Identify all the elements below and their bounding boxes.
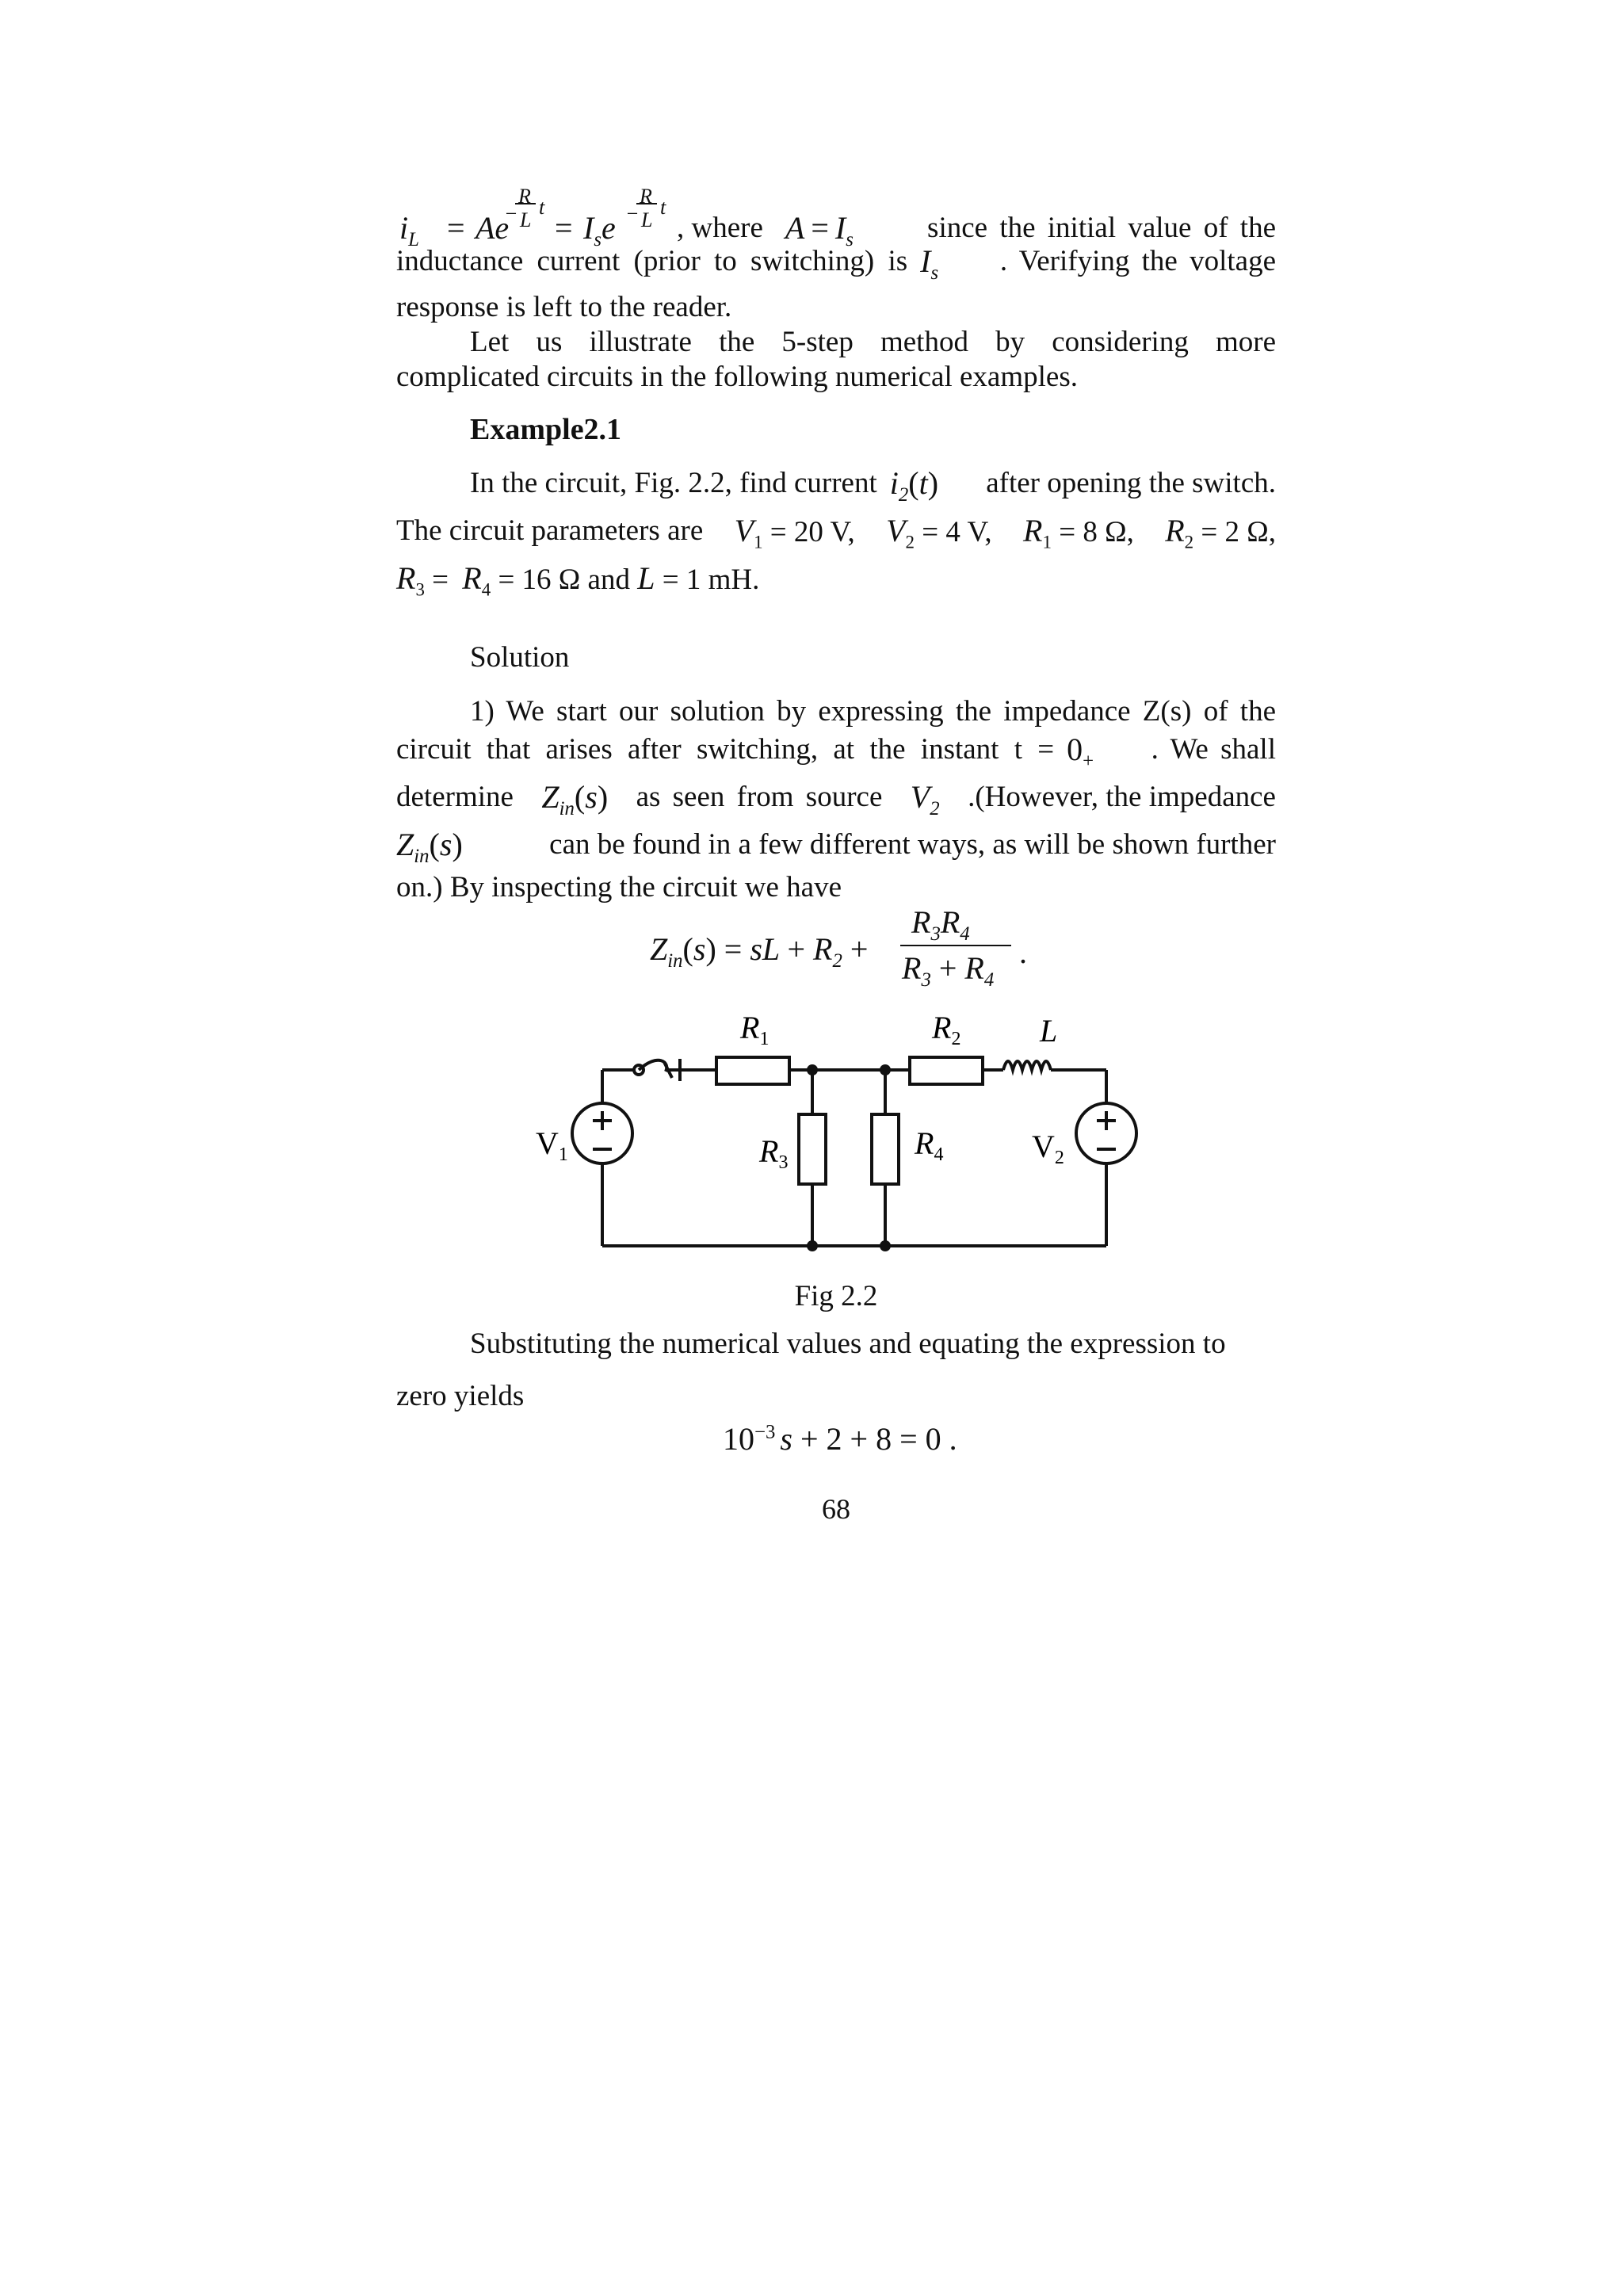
exponent-2-numerator: R: [640, 185, 652, 208]
junction-node: [807, 1240, 818, 1251]
paragraph-3-line-1: In the circuit, Fig. 2.2, find current $i_2(t)$ after opening the switch.: [470, 465, 1276, 506]
r1-value: = 8 Ω,: [1059, 516, 1134, 548]
exponent-1-numerator: R: [518, 185, 531, 208]
paragraph-3-text-a: In the circuit, Fig. 2.2, find current: [470, 467, 877, 499]
label-r2: $R_2$: [932, 1010, 961, 1049]
paragraph-4-line-3: determine $Z_{in}(s)$ as seen from source $V_2$ .(However, the impedance: [396, 779, 1276, 819]
paragraph-3-line-2: The circuit parameters are $V_1 = 20$ V, $V_2 = 4$ V, $R_1 = 8$ Ω, $R_2 = 2$ Ω,: [396, 513, 1276, 552]
paragraph-5-line-2: zero yields: [396, 1380, 525, 1412]
label-v1: $V_1$: [536, 1125, 568, 1165]
exponent-1-t: t: [539, 196, 545, 219]
since-text: since the initial value of the: [927, 212, 1276, 244]
label-l: L: [1040, 1013, 1058, 1049]
paragraph-4-text-a: circuit that arises after switching, at the instant t =: [396, 733, 1055, 766]
page-number: 68: [822, 1493, 850, 1525]
resistor-r1: [716, 1057, 789, 1084]
paragraph-1-text-b: . Verifying the voltage: [999, 245, 1276, 277]
v1-value: = 20 V,: [769, 516, 855, 548]
junction-node: [880, 1064, 891, 1075]
solution-label: Solution: [470, 641, 570, 674]
paragraph-2-line-1: Let us illustrate the 5-step method by considering more: [470, 326, 1276, 358]
paragraph-4-line-4: $Z_{in}(s)$ can be found in a few different ways, as will be shown further: [396, 827, 1276, 867]
paragraph-3-text-b: after opening the switch.: [986, 467, 1276, 499]
paragraph-3-line-3: $R_3 = R_4 = 16$ Ω and L = 1 mH.: [396, 560, 760, 600]
exponent-1-denominator: L: [520, 208, 532, 231]
parameters-intro: The circuit parameters are: [396, 514, 704, 547]
characteristic-equation: $10^{-3}$ s + 2 + 8 = 0 .: [723, 1421, 957, 1457]
paragraph-4-text-b: . We shall: [1151, 733, 1276, 766]
exponent-2-t: t: [660, 196, 666, 219]
paragraph-2-line-2: complicated circuits in the following numerical examples.: [396, 361, 1078, 393]
paragraph-4-line-5: on.) By inspecting the circuit we have: [396, 871, 842, 904]
resistor-r3: [799, 1114, 826, 1184]
paragraph-1-line-3: response is left to the reader.: [396, 291, 732, 323]
circuit-diagram: [0, 999, 1623, 1316]
label-v2: $V_2$: [1032, 1129, 1064, 1168]
paragraph-4-text-c: determine: [396, 781, 514, 813]
resistor-r4: [872, 1114, 899, 1184]
label-r3: $R_3$: [759, 1133, 789, 1173]
junction-node: [880, 1240, 891, 1251]
paragraph-5-line-1: Substituting the numerical values and equating the expression to: [470, 1328, 1226, 1360]
label-r4: $R_4$: [915, 1125, 944, 1165]
r4-value: = 16 Ω and: [498, 563, 630, 596]
paragraph-1-line-1: $i_L$ = Ae − R L t = $I_se$ − R L t , where A = $I_s$ since the initial value of the: [396, 174, 1276, 254]
label-r1: $R_1$: [740, 1010, 769, 1049]
inductor-l: [1003, 1061, 1051, 1070]
inductor-current-equation: $i_L$ = Ae − R L t = $I_se$ − R L t: [396, 190, 666, 246]
v2-value: = 4 V,: [922, 516, 992, 548]
impedance-equation: $Z_{in}(s)$ = sL + $R_2$ + $R_3R_4$ $R_3 + R_4$ .: [650, 904, 1027, 991]
paragraph-4-line-1: 1) We start our solution by expressing the impedance Z(s) of the: [470, 695, 1276, 728]
paragraph-1-text-a: inductance current (prior to switching) is: [396, 245, 908, 277]
paragraph-4-line-2: circuit that arises after switching, at the instant t = $0_+$ . We shall: [396, 732, 1276, 772]
paragraph-4-text-e: .(However, the impedance: [968, 781, 1276, 813]
paragraph-4-text-d: as seen from source: [636, 781, 883, 813]
paragraph-4-text-f: can be found in a few different ways, as will be shown further: [549, 828, 1276, 861]
exponent-2-denominator: L: [641, 208, 653, 231]
example-title: Example2.1: [470, 413, 622, 446]
where-text: , where: [677, 212, 763, 244]
r3-equals: =: [432, 563, 449, 596]
paragraph-1-line-2: inductance current (prior to switching) is $I_s$ . Verifying the voltage: [396, 243, 1276, 284]
l-value: = 1 mH.: [662, 563, 760, 596]
resistor-r2: [910, 1057, 983, 1084]
junction-node: [807, 1064, 818, 1075]
figure-caption: Fig 2.2: [794, 1280, 878, 1312]
r2-value: = 2 Ω,: [1201, 516, 1276, 548]
